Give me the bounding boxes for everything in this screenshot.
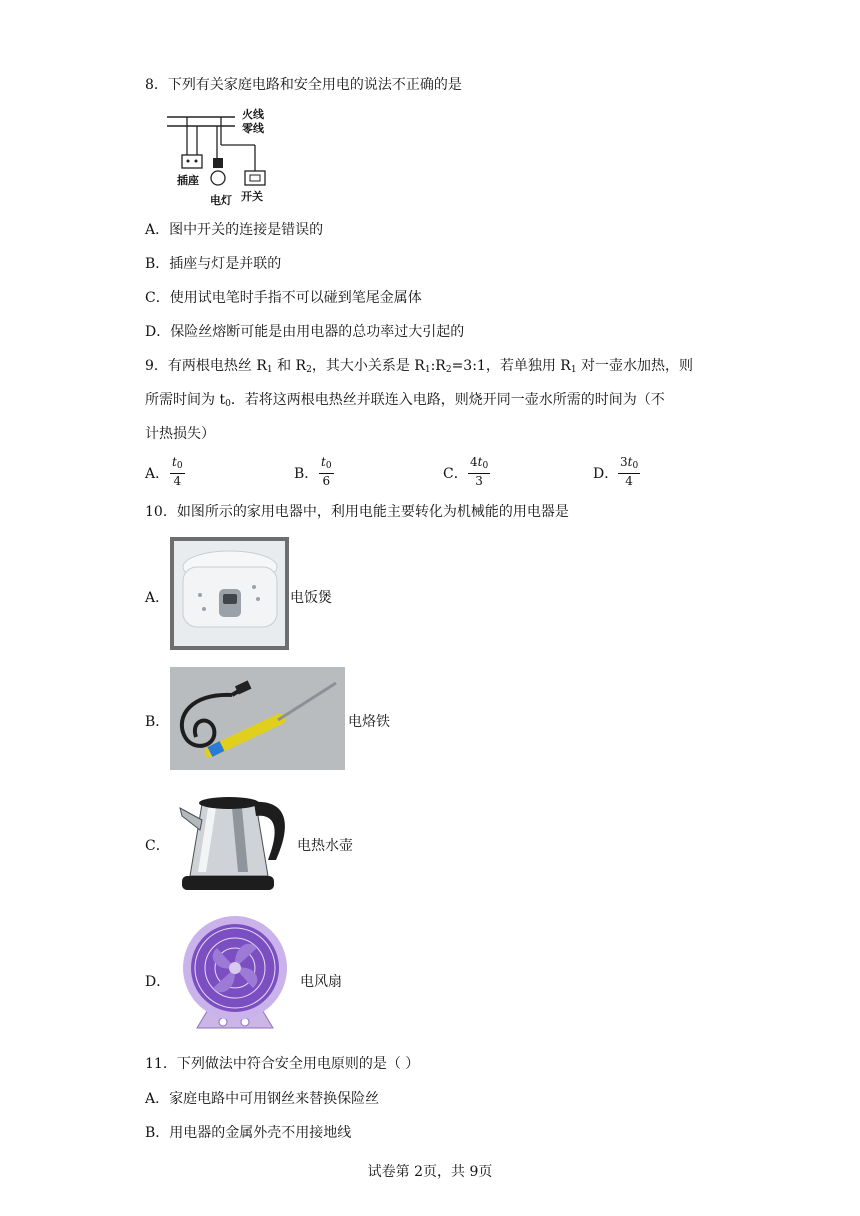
socket-label: 插座 [177, 174, 199, 187]
socket-symbol [182, 155, 202, 168]
q10-option-d-caption: 电风扇 [300, 974, 342, 990]
lamp-holder [213, 158, 223, 168]
lamp-symbol [211, 171, 225, 185]
q9-option-c-label: C． [443, 466, 468, 482]
neutral-wire-label: 零线 [242, 122, 264, 135]
page-footer: 试卷第 2页，共 9页 [367, 1164, 493, 1180]
soldering-iron-image [170, 667, 345, 770]
live-wire-label: 火线 [242, 108, 264, 121]
q9-line2: 所需时间为 $t_0$．若将这两根电热丝并联连入电路，则烧开同一壶水所需的时间为（不 [145, 392, 665, 409]
q10-option-c-label: C． [145, 838, 170, 854]
q10-stem: 10．如图所示的家用电器中，利用电能主要转化为机械能的用电器是 [145, 504, 569, 520]
q9-line1: 9．有两根电热丝 $R_1$ 和 $R_2$，其大小关系是 $R_1:R_2=3:1$，若单独用 $R_1$ 对一壶水加热，则 [145, 358, 694, 375]
fan-image [175, 916, 295, 1034]
q9-option-d-fraction: $\frac{3t_0}{4}$ [620, 455, 639, 488]
switch-label: 开关 [241, 190, 263, 203]
q9-option-b-label: B． [294, 466, 319, 482]
q8-option-d: D．保险丝熔断可能是由用电器的总功率过大引起的 [145, 324, 465, 340]
q8-option-c: C．使用试电笔时手指不可以碰到笔尾金属体 [145, 290, 422, 306]
q11-option-a: A．家庭电路中可用钢丝来替换保险丝 [145, 1091, 380, 1107]
q10-option-d-label: D． [145, 974, 171, 990]
q10-option-c-caption: 电热水壶 [297, 838, 353, 854]
q8-option-b: B．插座与灯是并联的 [145, 256, 282, 272]
q9-option-d-label: D． [593, 466, 619, 482]
kettle-image [172, 790, 294, 898]
q9-line3: 计热损失） [145, 426, 215, 442]
q9-option-a-label: A． [145, 466, 170, 482]
q10-option-a-label: A． [145, 590, 170, 606]
switch-symbol [245, 171, 265, 185]
q8-stem: 8．下列有关家庭电路和安全用电的说法不正确的是 [145, 77, 462, 93]
q11-option-b: B．用电器的金属外壳不用接地线 [145, 1125, 352, 1141]
q10-option-a-caption: 电饭煲 [290, 590, 332, 606]
q10-option-b-caption: 电烙铁 [348, 714, 390, 730]
q9-option-c-fraction: $\frac{4t_0}{3}$ [470, 455, 489, 488]
q10-option-b-label: B． [145, 714, 170, 730]
q9-option-b-fraction: $\frac{t_0}{6}$ [321, 455, 332, 488]
lamp-label: 电灯 [210, 194, 232, 207]
rice-cooker-image [170, 537, 289, 650]
q8-option-a: A．图中开关的连接是错误的 [145, 222, 324, 238]
q11-stem: 11．下列做法中符合安全用电原则的是（ ） [145, 1056, 420, 1072]
q9-option-a-fraction: $\frac{t_0}{4}$ [172, 455, 183, 488]
